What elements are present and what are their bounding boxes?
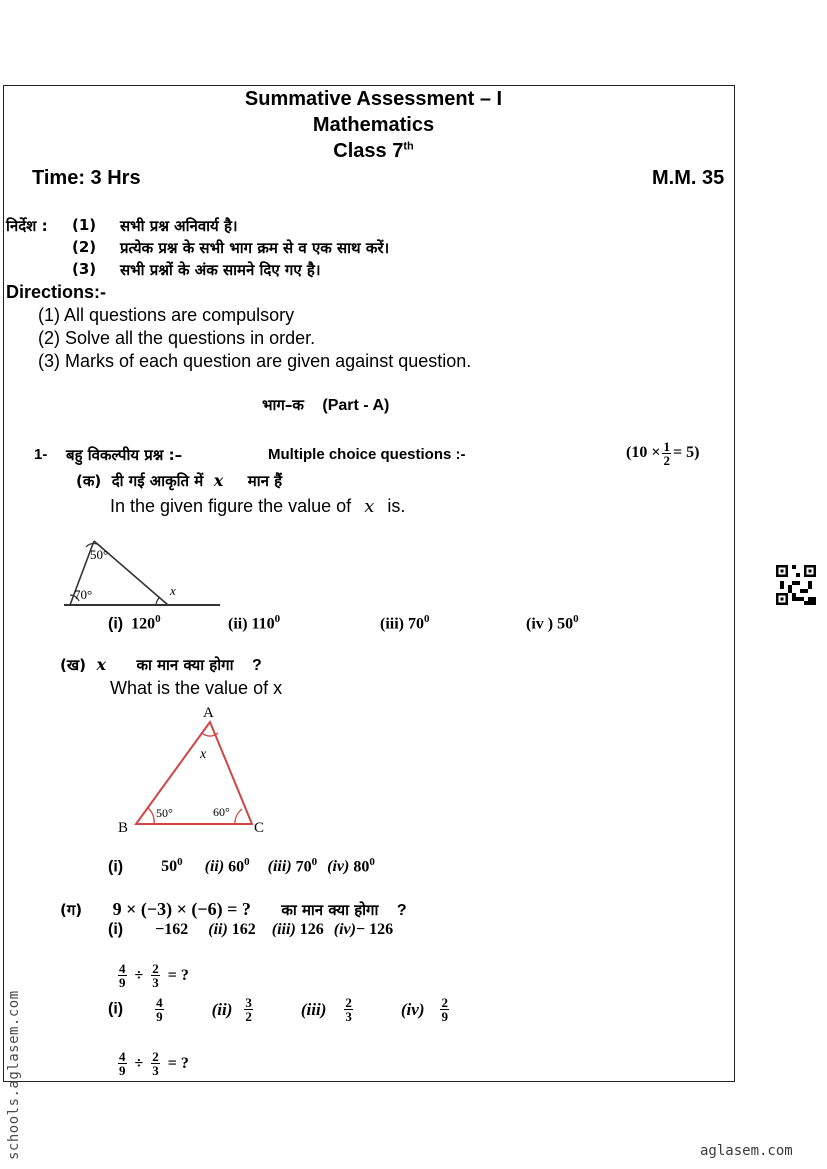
hindi-direction-text: प्रत्येक प्रश्न के सभी भाग क्रम से व एक साथ करें। <box>120 239 390 257</box>
qb-hindi-line: (ख) x का मान क्या होगा ? <box>60 655 262 674</box>
exam-title: Summative Assessment – I <box>244 88 503 110</box>
direction-item: (2) Solve all the questions in order. <box>38 328 316 348</box>
qa-figure <box>60 535 225 610</box>
time-label: Time: 3 Hrs <box>32 167 141 189</box>
qb-english-line: What is the value of x <box>110 678 283 698</box>
question-number: 1- <box>34 446 48 463</box>
qb-arc-b <box>148 808 154 824</box>
side-watermark: schools.aglasem.com <box>6 990 22 1160</box>
qr-code-icon <box>776 565 816 605</box>
qb-angle-b: 50° <box>156 806 173 820</box>
hindi-directions-label: निर्देश : <box>6 217 48 235</box>
hindi-direction-num: (2) <box>72 238 97 256</box>
qa-option: (iii) $70^0$ <box>380 613 430 633</box>
directions-label: Directions:- <box>6 282 107 302</box>
qe-expression: $\frac{4}{9}$ ÷ $\frac{2}{3}$ = ? <box>119 1049 189 1078</box>
qd-expression: $\frac{4}{9}$ ÷ $\frac{2}{3}$ = ? <box>119 961 189 990</box>
qa-angle-top: 50° <box>90 547 109 562</box>
qa-angle-bottom: 70° <box>74 587 93 602</box>
qd-options: (i) $\frac{4}{9}$ (ii) $\frac{3}{2}$ (iii) $\frac{2}{3}$ (iv) $\frac{2}{9}$ <box>108 995 448 1024</box>
qc-options: (i) −162 (ii) 162 (iii) 126 (iv)− 126 <box>108 921 394 938</box>
direction-item: (1) All questions are compulsory <box>38 305 295 325</box>
qb-vertex-b: B <box>118 820 129 836</box>
qa-x-arc <box>156 597 160 605</box>
qb-options: (i) $50^0$ (ii) $60^0$ (iii) $70^0$ (iv) $80^0$ <box>108 856 375 876</box>
qb-angle-c: 60° <box>213 805 230 819</box>
qc-question-line: (ग) 9 × (−3) × (−6) = ? का मान क्या होगा ? <box>60 899 407 919</box>
qb-arc-c <box>235 809 242 824</box>
qa-english-line: In the given figure the value of x is. <box>110 496 406 517</box>
q1-english-heading: Multiple choice questions :- <box>268 446 466 463</box>
hindi-direction-text: सभी प्रश्न अनिवार्य है। <box>120 217 238 235</box>
q1-marks: (10 × $\frac{1}{2}$ = 5) <box>626 439 700 468</box>
qb-vertex-c: C <box>254 820 265 836</box>
subject-title: Mathematics <box>312 114 435 136</box>
part-heading: भाग–क (Part - A) <box>262 396 390 414</box>
max-marks: M.M. 35 <box>652 167 725 189</box>
qb-vertex-a: A <box>203 705 214 721</box>
corner-watermark: aglasem.com <box>700 1143 793 1159</box>
qa-angle-x: x <box>170 583 176 598</box>
direction-item: (3) Marks of each question are given against question. <box>38 351 472 371</box>
hindi-direction-text: सभी प्रश्नों के अंक सामने दिए गए है। <box>120 261 321 279</box>
hindi-direction-num: (3) <box>72 260 97 278</box>
qb-triangle-figure <box>112 700 277 840</box>
qb-angle-x: x <box>200 747 207 762</box>
qb-triangle <box>136 722 252 824</box>
q1-hindi-heading: बहु विकल्पीय प्रश्न :– <box>66 446 183 464</box>
qa-option: (ii) $110^0$ <box>228 613 281 633</box>
qa-hindi-line: (क) दी गई आकृति में x मान हैं <box>76 471 283 490</box>
hindi-direction-num: (1) <box>72 216 97 234</box>
qa-option: (iv ) $50^0$ <box>526 613 579 633</box>
class-title: Class 7th <box>333 140 414 162</box>
qa-option: (i) $120^0$ <box>108 613 161 633</box>
